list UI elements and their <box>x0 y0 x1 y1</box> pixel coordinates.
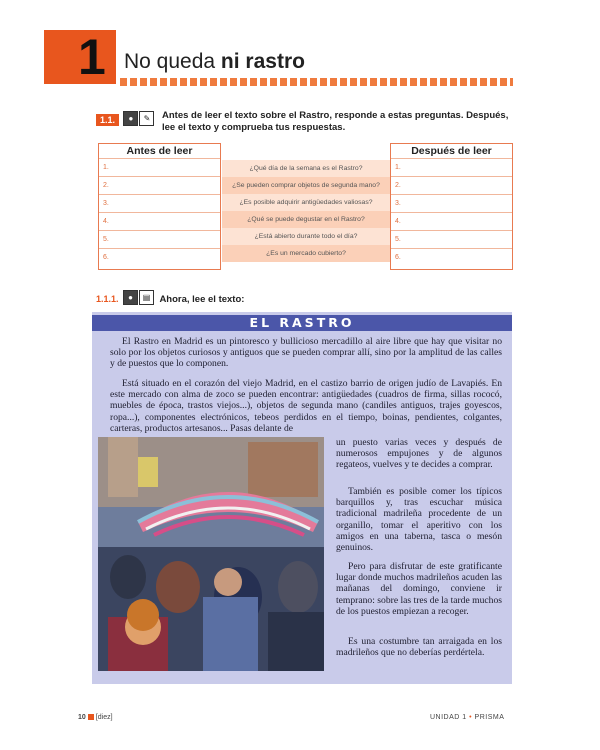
paragraph-2: Está situado en el corazón del viejo Madrid, en el castizo barrio de origen judío de Lavapiés. En este mercado con alma de zoco se pueden encontrar: antigüedades (cuadros de firma, sillas rococó, muebles de época, trastos viejos...), objetos de segunda mano (candiles antiguos, trajes goyescos, ropa...), componentes electrónicos, tebeos perdidos en el tiempo, boinas, pendientes, colgantes, carteras, productos artesanos... Pasas delante de <box>110 378 502 434</box>
answer-row[interactable]: 1. <box>391 158 512 176</box>
exercise-1-1-label <box>96 110 155 128</box>
people-icon: ● <box>123 111 138 126</box>
answer-row[interactable]: 3. <box>99 194 220 212</box>
answer-row[interactable]: 1. <box>99 158 220 176</box>
exercise-1-1-1-label <box>96 289 244 307</box>
exercise-tag: 1.1. <box>96 114 119 126</box>
before-reading-header: Antes de leer <box>126 145 193 157</box>
exercise-tag: 1.1.1. <box>96 294 119 304</box>
exercise-1-1-instruction: Antes de leer el texto sobre el Rastro, responde a estas preguntas. Después, lee el texto y comprueba tus respuestas. <box>162 110 509 133</box>
paragraph-4: Pero para disfrutar de este gratificante lugar donde muchos madrileños acuden las mañanas del domingo, conviene ir temprano: sobre las tres de la tarde muchos de los puestos empiezan a recoger. <box>336 561 502 617</box>
market-photo-illustration <box>98 437 324 671</box>
question-item: ¿Está abierto durante todo el día? <box>222 228 390 245</box>
paragraph-2-continued: un puesto varias veces y después de numerosos empujones y de algunos regateos, vuelves y te decides a comprar. <box>336 437 502 471</box>
unit-title <box>124 50 305 74</box>
answer-row[interactable]: 4. <box>391 212 512 230</box>
footer-right <box>430 714 504 721</box>
answer-row[interactable]: 3. <box>391 194 512 212</box>
answer-row[interactable]: 6. <box>391 248 512 266</box>
answer-row[interactable]: 5. <box>99 230 220 248</box>
market-photo <box>98 437 324 671</box>
header-dash-rule <box>120 78 513 86</box>
reading-title-bar <box>92 315 512 331</box>
page-number-word: [diez] <box>95 714 113 721</box>
page-number: 10 <box>78 714 86 721</box>
pencil-icon: ✎ <box>139 111 154 126</box>
after-reading-box <box>390 143 513 270</box>
footer-separator: • <box>469 714 473 721</box>
question-item: ¿Es un mercado cubierto? <box>222 245 390 262</box>
book-name: PRISMA <box>474 714 505 721</box>
answer-row[interactable]: 4. <box>99 212 220 230</box>
unit-number: 1 <box>78 29 106 85</box>
people-icon: ● <box>123 290 138 305</box>
unit-label: UNIDAD 1 <box>430 714 467 721</box>
question-item: ¿Es posible adquirir antigüedades valiosas? <box>222 194 390 211</box>
questions-strip <box>222 160 390 268</box>
question-item: ¿Qué día de la semana es el Rastro? <box>222 160 390 177</box>
before-reading-box <box>98 143 221 270</box>
question-item: ¿Qué se puede degustar en el Rastro? <box>222 211 390 228</box>
unit-title-plain: No queda <box>124 50 221 73</box>
paragraph-3: También es posible comer los típicos barquillos y, tras escuchar música tradicional madrileña procedente de un organillo, tomar el aperitivo con los amigos en una taberna, tasca o mesón genuinos. <box>336 486 502 554</box>
book-icon: ▤ <box>139 290 154 305</box>
exercise-1-1-1-instruction: Ahora, lee el texto: <box>159 294 245 305</box>
paragraph-1: El Rastro en Madrid es un pintoresco y bullicioso mercadillo al aire libre que hay que visitar no solo por los objetos curiosos y antiguos que se pueden comprar allí, sino por la amplitud de las calles y de puestos que lo componen. <box>110 336 502 370</box>
footer-left <box>78 714 113 721</box>
reading-title: EL RASTRO <box>249 315 355 330</box>
after-reading-header: Después de leer <box>411 145 492 157</box>
answer-row[interactable]: 5. <box>391 230 512 248</box>
question-item: ¿Se pueden comprar objetos de segunda mano? <box>222 177 390 194</box>
answer-row[interactable]: 6. <box>99 248 220 266</box>
unit-title-bold: ni rastro <box>220 50 305 73</box>
square-bullet-icon <box>88 714 94 720</box>
paragraph-5: Es una costumbre tan arraigada en los madrileños que no deberías perdértela. <box>336 636 502 659</box>
answer-row[interactable]: 2. <box>391 176 512 194</box>
answer-row[interactable]: 2. <box>99 176 220 194</box>
